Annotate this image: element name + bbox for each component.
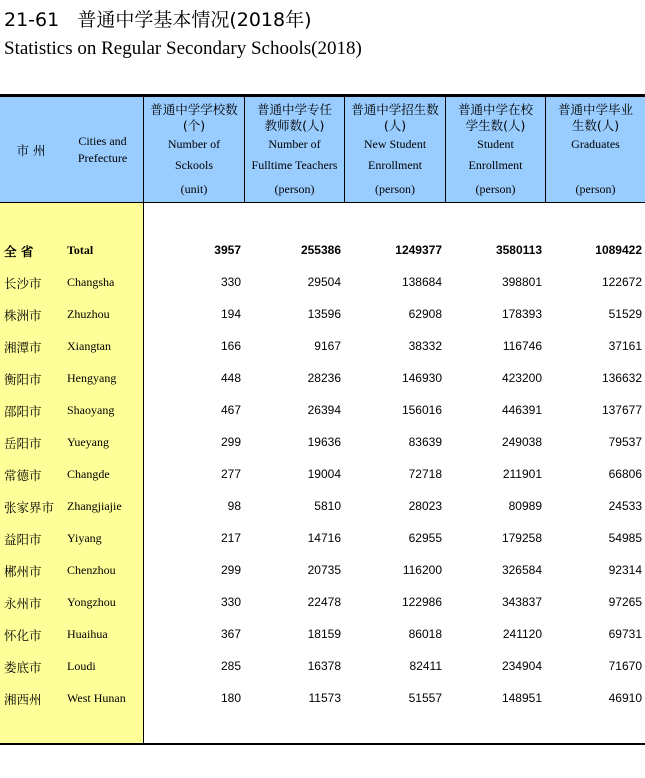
cell-student-enrollment: 446391 — [501, 403, 542, 417]
table-number: 21-61 — [4, 9, 60, 31]
cell-graduates: 92314 — [608, 563, 642, 577]
cell-new-enrollment: 116200 — [402, 563, 442, 577]
table-row — [0, 394, 645, 426]
cell-schools: 166 — [220, 339, 241, 353]
table-row — [0, 458, 645, 490]
row-city-en: West Hunan — [67, 691, 126, 705]
cell-graduates: 51529 — [608, 307, 642, 321]
column-header-student-enrollment-cn1: 普通中学在校 — [457, 102, 533, 117]
cell-new-enrollment: 51557 — [408, 691, 442, 705]
cell-schools: 277 — [220, 467, 241, 481]
cell-new-enrollment: 72718 — [408, 467, 442, 481]
cell-schools: 367 — [220, 627, 241, 641]
table-row — [0, 522, 645, 554]
table-row — [0, 554, 645, 586]
column-header-teachers-en1: Number of — [268, 137, 321, 151]
cell-schools: 299 — [220, 563, 241, 577]
cell-student-enrollment: 178393 — [501, 307, 542, 321]
column-header-new-enrollment-en1: New Student — [363, 137, 427, 151]
cell-graduates: 137677 — [601, 403, 642, 417]
cell-graduates: 69731 — [608, 627, 642, 641]
cell-teachers: 255386 — [300, 243, 341, 257]
column-header-graduates-en1: Graduates — [571, 137, 620, 151]
row-city-en: Zhangjiajie — [67, 499, 122, 513]
column-header-graduates-cn2: 生数(人) — [571, 118, 620, 133]
table-row — [0, 266, 645, 298]
table-row — [0, 362, 645, 394]
row-city-en: Chenzhou — [67, 563, 116, 577]
column-header-student-enrollment-unit: (person) — [475, 182, 516, 196]
statistics-table — [0, 94, 645, 746]
column-header-teachers-cn2: 教师数(人) — [264, 118, 325, 133]
cell-schools: 330 — [220, 595, 241, 609]
cell-graduates: 71670 — [608, 659, 642, 673]
row-city-en: Xiangtan — [67, 339, 111, 353]
cell-teachers: 28236 — [307, 371, 341, 385]
row-city-en: Total — [67, 243, 94, 257]
cell-teachers: 9167 — [314, 339, 341, 353]
column-header-schools — [144, 97, 244, 202]
column-header-new-enrollment — [345, 97, 445, 202]
page-title-en: Statistics on Regular Secondary Schools(2018) — [4, 38, 362, 59]
row-city-cn: 娄底市 — [4, 660, 42, 675]
cell-graduates: 37161 — [608, 339, 642, 353]
cell-schools: 217 — [220, 531, 241, 545]
column-header-graduates — [546, 97, 645, 202]
cell-schools: 467 — [220, 403, 241, 417]
column-divider — [545, 97, 546, 202]
table-row — [0, 650, 645, 682]
column-header-teachers-en2: Fulltime Teachers — [251, 158, 338, 172]
row-city-en: Loudi — [67, 659, 96, 673]
column-header-teachers-unit: (person) — [274, 182, 315, 196]
city-header-en-line1: Cities and — [78, 133, 127, 148]
cell-schools: 98 — [227, 499, 241, 513]
cell-schools: 448 — [220, 371, 241, 385]
column-header-schools-cn1: 普通中学学校数 — [150, 102, 238, 117]
cell-graduates: 79537 — [608, 435, 642, 449]
cell-student-enrollment: 343837 — [501, 595, 542, 609]
page-title-cn — [4, 5, 312, 32]
row-city-cn: 常德市 — [4, 468, 42, 483]
cell-teachers: 13596 — [307, 307, 341, 321]
column-header-new-enrollment-unit: (person) — [375, 182, 415, 196]
cell-teachers: 16378 — [307, 659, 341, 673]
cell-teachers: 11573 — [308, 691, 341, 705]
cell-teachers: 29504 — [307, 275, 341, 289]
cell-student-enrollment: 249038 — [501, 435, 542, 449]
cell-new-enrollment: 28023 — [408, 499, 442, 513]
cell-schools: 194 — [220, 307, 241, 321]
city-header-en — [62, 97, 143, 202]
cell-graduates: 54985 — [608, 531, 642, 545]
row-city-cn: 益阳市 — [4, 532, 42, 547]
row-city-en: Yiyang — [67, 531, 102, 545]
cell-new-enrollment: 1249377 — [395, 243, 442, 257]
row-city-cn: 湘潭市 — [4, 340, 42, 355]
column-divider — [244, 97, 245, 202]
cell-student-enrollment: 116746 — [502, 339, 542, 353]
cell-teachers: 26394 — [307, 403, 341, 417]
cell-graduates: 46910 — [608, 691, 642, 705]
cell-graduates: 122672 — [601, 275, 642, 289]
row-city-cn: 永州市 — [4, 596, 42, 611]
title-cn-text: 普通中学基本情况(2018年) — [77, 9, 312, 31]
cell-student-enrollment: 326584 — [501, 563, 542, 577]
cell-graduates: 66806 — [608, 467, 642, 481]
column-header-graduates-unit: (person) — [575, 182, 616, 196]
cell-new-enrollment: 62908 — [408, 307, 442, 321]
cell-new-enrollment: 122986 — [401, 595, 442, 609]
column-header-schools-en2: Sckools — [174, 158, 213, 172]
cell-schools: 299 — [220, 435, 241, 449]
cell-new-enrollment: 156016 — [401, 403, 442, 417]
table-bottom-rule — [0, 743, 645, 745]
cell-new-enrollment: 38332 — [408, 339, 442, 353]
cell-teachers: 14716 — [307, 531, 341, 545]
cell-graduates: 1089422 — [595, 243, 642, 257]
column-header-student-enrollment-cn2: 学生数(人) — [465, 118, 526, 133]
row-city-cn: 怀化市 — [4, 628, 42, 643]
row-city-cn: 岳阳市 — [4, 436, 42, 451]
cell-student-enrollment: 423200 — [501, 371, 542, 385]
cell-teachers: 5810 — [314, 499, 341, 513]
row-city-cn: 衡阳市 — [4, 372, 42, 387]
cell-teachers: 22478 — [307, 595, 341, 609]
table-row — [0, 298, 645, 330]
row-city-cn: 株洲市 — [4, 308, 42, 323]
row-city-en: Changsha — [67, 275, 115, 289]
row-city-en: Changde — [67, 467, 110, 481]
column-header-new-enrollment-cn1: 普通中学招生数 — [351, 102, 439, 117]
row-city-en: Hengyang — [67, 371, 117, 385]
cell-schools: 285 — [220, 659, 241, 673]
cell-new-enrollment: 82411 — [409, 659, 442, 673]
row-city-en: Yueyang — [67, 435, 109, 449]
row-city-cn: 全 省 — [4, 244, 34, 259]
cell-student-enrollment: 398801 — [501, 275, 542, 289]
row-city-cn: 湘西州 — [4, 692, 42, 707]
table-row — [0, 586, 645, 618]
row-city-en: Shaoyang — [67, 403, 115, 417]
cell-new-enrollment: 86018 — [408, 627, 442, 641]
column-header-new-enrollment-en2: Enrollment — [368, 158, 422, 172]
cell-teachers: 19636 — [307, 435, 341, 449]
cell-graduates: 136632 — [601, 371, 642, 385]
cell-graduates: 97265 — [608, 595, 642, 609]
table-row — [0, 490, 645, 522]
column-header-student-enrollment — [446, 97, 545, 202]
column-divider — [344, 97, 345, 202]
cell-student-enrollment: 3580113 — [495, 243, 542, 257]
cell-teachers: 20735 — [307, 563, 341, 577]
row-city-cn: 邵阳市 — [4, 404, 42, 419]
column-header-teachers — [245, 97, 344, 202]
row-city-cn: 张家界市 — [4, 500, 55, 515]
row-city-en: Yongzhou — [67, 595, 116, 609]
cell-graduates: 24533 — [608, 499, 642, 513]
cell-new-enrollment: 146930 — [401, 371, 442, 385]
column-header-graduates-cn1: 普通中学毕业 — [557, 102, 633, 117]
column-header-schools-unit: (unit) — [180, 182, 208, 196]
table-row — [0, 426, 645, 458]
cell-schools: 330 — [220, 275, 241, 289]
column-header-new-enrollment-cn2: (人) — [383, 118, 407, 133]
cell-new-enrollment: 83639 — [408, 435, 442, 449]
cell-student-enrollment: 179258 — [501, 531, 542, 545]
column-header-student-enrollment-en1: Student — [477, 137, 514, 151]
cell-student-enrollment: 211901 — [502, 467, 542, 481]
cell-student-enrollment: 241120 — [502, 627, 542, 641]
table-row-total — [0, 234, 645, 266]
city-header-cn: 市 州 — [16, 142, 46, 158]
cell-teachers: 18159 — [307, 627, 341, 641]
cell-student-enrollment: 148951 — [501, 691, 542, 705]
column-header-teachers-cn1: 普通中学专任 — [256, 102, 332, 117]
cell-schools: 180 — [220, 691, 241, 705]
column-header-schools-cn2: (个) — [182, 118, 206, 133]
column-header-schools-en1: Number of — [167, 137, 221, 151]
cell-schools: 3957 — [214, 243, 241, 257]
table-row — [0, 330, 645, 362]
cell-teachers: 19004 — [307, 467, 341, 481]
row-city-cn: 长沙市 — [4, 276, 42, 291]
cell-new-enrollment: 62955 — [408, 531, 442, 545]
row-city-en: Zhuzhou — [67, 307, 110, 321]
column-divider — [445, 97, 446, 202]
table-row — [0, 682, 645, 714]
table-row — [0, 618, 645, 650]
cell-new-enrollment: 138684 — [401, 275, 442, 289]
cell-student-enrollment: 80989 — [508, 499, 542, 513]
row-city-en: Huaihua — [67, 627, 108, 641]
column-header-student-enrollment-en2: Enrollment — [468, 158, 523, 172]
cell-student-enrollment: 234904 — [501, 659, 542, 673]
row-city-cn: 郴州市 — [4, 564, 42, 579]
city-header-en-line2: Prefecture — [77, 150, 128, 165]
